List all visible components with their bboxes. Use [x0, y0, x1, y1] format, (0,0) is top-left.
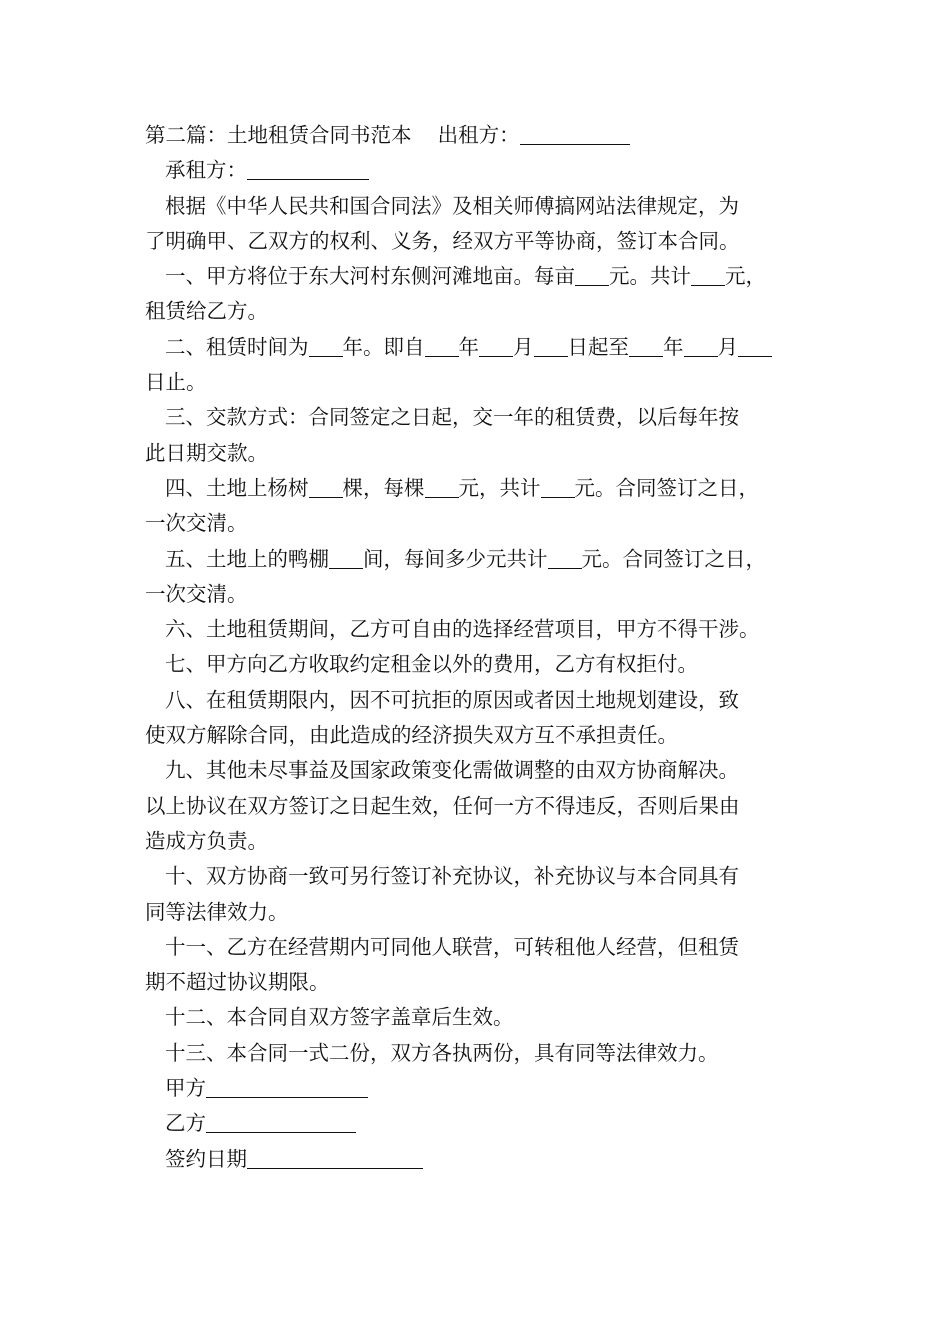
party-b-label: 乙方 [165, 1111, 206, 1136]
clause-7: 七、甲方向乙方收取约定租金以外的费用，乙方有权拒付。 [165, 652, 698, 677]
clause-5-line-2: 一次交清。 [145, 581, 248, 606]
tree-count-blank [309, 476, 343, 499]
total-price-blank [691, 264, 725, 287]
clause-10-line-2: 同等法律效力。 [145, 899, 289, 924]
party-b-signature-blank [206, 1111, 356, 1134]
clause-8-line-1: 八、在租赁期限内，因不可抗拒的原因或者因土地规划建设，致 [165, 687, 739, 712]
lease-years-blank [309, 334, 343, 357]
intro-line-2: 了明确甲、乙双方的权利、义务，经双方平等协商，签订本合同。 [145, 228, 740, 253]
clause-11-line-2: 期不超过协议期限。 [145, 970, 330, 995]
intro-line-1: 根据《中华人民共和国合同法》及相关师傅搞网站法律规定，为 [165, 193, 739, 218]
clause-13: 十三、本合同一式二份，双方各执两份，具有同等法律效力。 [165, 1040, 719, 1065]
clause-9-line-3: 造成方负责。 [145, 828, 268, 853]
clause-2-line-2: 日止。 [145, 370, 207, 395]
clause-4-line-2: 一次交清。 [145, 511, 248, 536]
clause-5-line-1: 五、土地上的鸭棚 间，每间多少元共计 元。合同签订之日， [165, 546, 766, 571]
party-a-signature-blank [206, 1076, 368, 1099]
clause-11-line-1: 十一、乙方在经营期内可同他人联营，可转租他人经营，但租赁 [165, 934, 739, 959]
clause-3-line-2: 此日期交款。 [145, 440, 268, 465]
tree-total-blank [541, 476, 575, 499]
date-label: 签约日期 [165, 1146, 247, 1171]
shed-total-blank [548, 546, 582, 569]
start-year-blank [425, 334, 459, 357]
clause-2-line-1: 二、租赁时间为 年。即自 年 月 日起至 年 月 [145, 330, 815, 365]
clause-8-line-2: 使双方解除合同，由此造成的经济损失双方互不承担责任。 [145, 723, 678, 748]
start-month-blank [479, 334, 513, 357]
lessee-label: 承租方： [165, 158, 247, 183]
end-year-blank [629, 334, 663, 357]
end-month-blank [684, 334, 718, 357]
clause-10-line-1: 十、双方协商一致可另行签订补充协议，补充协议与本合同具有 [165, 864, 739, 889]
clause-3-line-1: 三、交款方式：合同签定之日起，交一年的租赁费，以后每年按 [165, 405, 739, 430]
header-line [145, 118, 815, 153]
clause-1-line-2: 租赁给乙方。 [145, 299, 268, 324]
lessee-line [145, 153, 815, 188]
clause-6: 六、土地租赁期间，乙方可自由的选择经营项目，甲方不得干涉。 [165, 617, 760, 642]
clause-1-line-1: 一、甲方将位于东大河村东侧河滩地亩。每亩 元。共计 元， [165, 264, 766, 289]
tree-price-blank [425, 476, 459, 499]
lessee-blank [247, 158, 369, 181]
clause-9-line-1: 九、其他未尽事益及国家政策变化需做调整的由双方协商解决。 [165, 758, 739, 783]
shed-count-blank [329, 546, 363, 569]
contract-body [145, 118, 815, 1177]
party-a-label: 甲方 [165, 1076, 206, 1101]
lessor-blank [520, 123, 630, 146]
clause-9-line-2: 以上协议在双方签订之日起生效，任何一方不得违反，否则后果由 [145, 793, 740, 818]
start-day-blank [534, 334, 568, 357]
clause-12: 十二、本合同自双方签字盖章后生效。 [165, 1005, 514, 1030]
date-blank [247, 1146, 423, 1169]
end-day-blank [738, 334, 772, 357]
price-per-mu-blank [575, 264, 609, 287]
signature-date [145, 1142, 815, 1177]
document-title: 第二篇：土地租赁合同书范本 [145, 123, 412, 147]
signature-party-b [145, 1106, 815, 1141]
clause-4-line-1: 四、土地上杨树 棵，每棵 元，共计 元。合同签订之日， [165, 475, 759, 500]
signature-party-a [145, 1071, 815, 1106]
lessor-label: 出租方： [437, 123, 520, 147]
